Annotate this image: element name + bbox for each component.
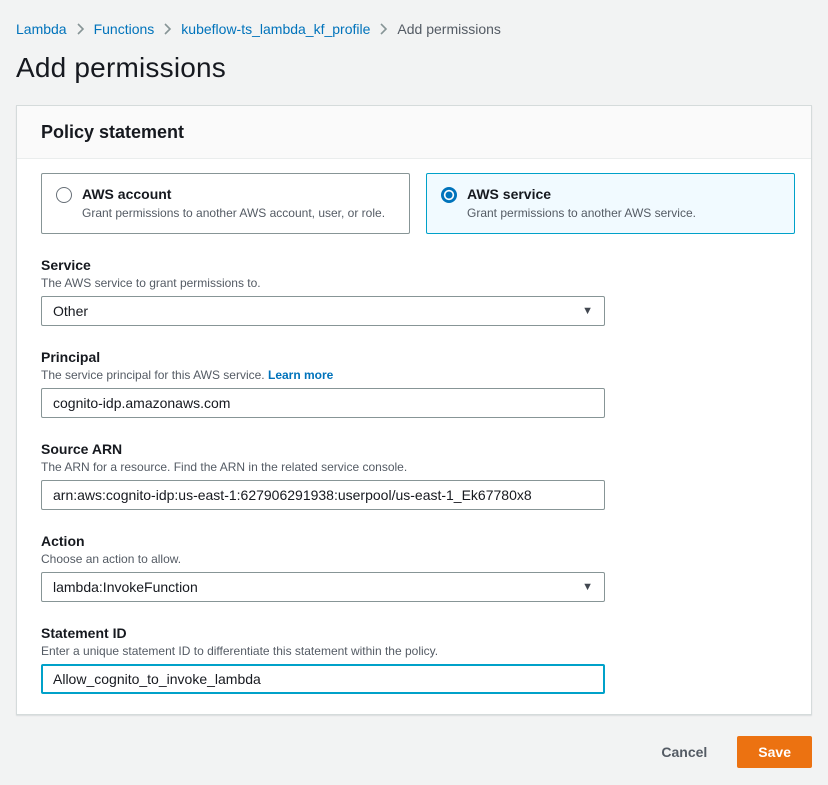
card-title: Policy statement xyxy=(41,122,185,142)
breadcrumb-chevron-icon xyxy=(76,23,85,35)
field-service xyxy=(41,257,795,326)
chevron-down-icon: ▼ xyxy=(582,304,593,317)
service-select-value: Other xyxy=(53,303,89,319)
statement-id-description: Enter a unique statement ID to differentiate this statement within the policy. xyxy=(41,644,439,658)
radio-tile-description: Grant permissions to another AWS account, user, or role. xyxy=(82,206,386,220)
save-button[interactable]: Save xyxy=(737,736,812,768)
action-select-value: lambda:InvokeFunction xyxy=(53,579,198,595)
statement-id-label: Statement ID xyxy=(41,625,127,641)
action-select[interactable] xyxy=(41,572,605,602)
learn-more-link[interactable]: Learn more xyxy=(267,368,334,382)
field-statement-id xyxy=(41,625,795,694)
breadcrumb-chevron-icon xyxy=(163,23,172,35)
breadcrumb-current: Add permissions xyxy=(397,21,501,37)
source-arn-description: The ARN for a resource. Find the ARN in the related service console. xyxy=(41,460,408,474)
form-actions xyxy=(16,736,812,768)
principal-input[interactable] xyxy=(41,388,605,418)
policy-statement-card xyxy=(16,105,812,715)
breadcrumb xyxy=(0,0,828,37)
field-source-arn xyxy=(41,441,795,510)
breadcrumb-link-lambda[interactable]: Lambda xyxy=(16,21,67,37)
radio-tile-label: AWS account xyxy=(82,186,172,202)
service-description: The AWS service to grant permissions to. xyxy=(41,276,261,290)
breadcrumb-chevron-icon xyxy=(379,23,388,35)
radio-tile-text xyxy=(467,186,696,220)
card-header xyxy=(17,106,811,159)
source-arn-label: Source ARN xyxy=(41,441,123,457)
radio-tile-text xyxy=(82,186,385,220)
service-select[interactable] xyxy=(41,296,605,326)
radio-tile-aws-account[interactable] xyxy=(41,173,410,234)
card-body xyxy=(17,159,811,714)
cancel-button[interactable]: Cancel xyxy=(657,738,711,766)
radio-selected-icon[interactable] xyxy=(441,187,457,203)
radio-tile-aws-service[interactable] xyxy=(426,173,795,234)
chevron-down-icon: ▼ xyxy=(582,580,593,593)
statement-id-input[interactable] xyxy=(41,664,605,694)
action-description: Choose an action to allow. xyxy=(41,552,182,566)
field-principal xyxy=(41,349,795,418)
radio-tile-description: Grant permissions to another AWS service. xyxy=(467,206,696,220)
principal-label: Principal xyxy=(41,349,101,365)
service-label: Service xyxy=(41,257,91,273)
radio-tile-label: AWS service xyxy=(467,186,552,202)
source-arn-input[interactable] xyxy=(41,480,605,510)
breadcrumb-link-function-name[interactable]: kubeflow-ts_lambda_kf_profile xyxy=(181,21,371,37)
breadcrumb-link-functions[interactable]: Functions xyxy=(93,21,155,37)
radio-unselected-icon[interactable] xyxy=(56,187,72,203)
principal-description-text: The service principal for this AWS service. xyxy=(41,368,265,382)
action-label: Action xyxy=(41,533,85,549)
principal-description xyxy=(41,368,795,382)
field-action xyxy=(41,533,795,602)
entity-type-radio-group xyxy=(41,173,795,234)
page-title: Add permissions xyxy=(16,52,226,83)
